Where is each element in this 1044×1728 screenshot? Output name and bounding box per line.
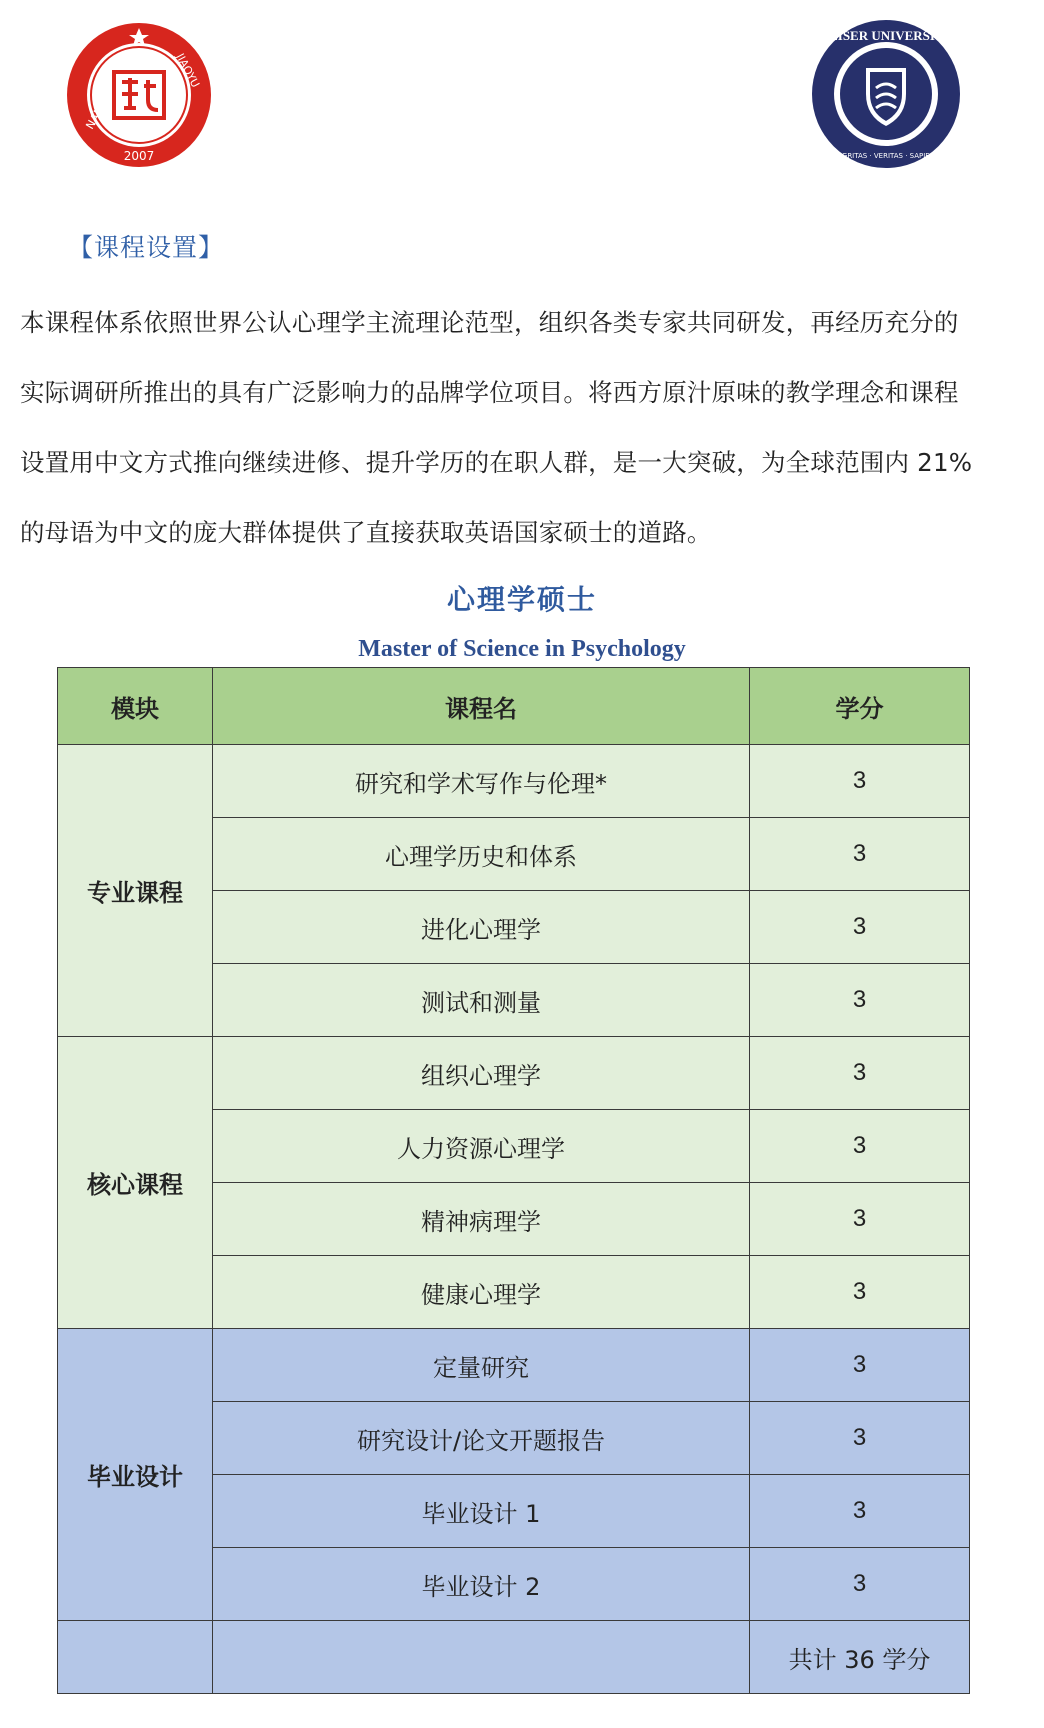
total-empty-cell	[58, 1621, 213, 1694]
table-row	[58, 745, 970, 818]
course-name: 定量研究	[213, 1329, 750, 1402]
table-row	[58, 1037, 970, 1110]
svg-text:KEISER UNIVERSITY: KEISER UNIVERSITY	[818, 28, 954, 43]
course-name: 测试和测量	[213, 964, 750, 1037]
table-header-row	[58, 668, 970, 745]
course-name: 心理学历史和体系	[213, 818, 750, 891]
nankong-logo	[64, 20, 214, 170]
intro-line: 本课程体系依照世界公认心理学主流理论范型，组织各类专家共同研发，再经历充分的	[20, 308, 959, 337]
header-credit: 学分	[750, 668, 970, 745]
intro-paragraph	[20, 288, 1025, 568]
course-credit: 3	[750, 818, 970, 891]
course-credit: 3	[750, 1110, 970, 1183]
svg-text:2007: 2007	[123, 149, 155, 163]
course-name: 研究和学术写作与伦理*	[213, 745, 750, 818]
table-title-cn: 心理学硕士	[446, 583, 597, 616]
course-credit: 3	[750, 1183, 970, 1256]
course-name: 精神病理学	[213, 1183, 750, 1256]
total-credits: 共计 36 学分	[750, 1621, 970, 1694]
course-credit: 3	[750, 745, 970, 818]
svg-text:NANKONG: NANKONG	[83, 76, 123, 132]
course-credit: 3	[750, 1329, 970, 1402]
course-name: 人力资源心理学	[213, 1110, 750, 1183]
module-cell: 毕业设计	[58, 1329, 213, 1621]
course-credit: 3	[750, 891, 970, 964]
course-credit: 3	[750, 1402, 970, 1475]
curriculum-table	[57, 667, 970, 1694]
total-empty-cell	[213, 1621, 750, 1694]
intro-line: 的母语为中文的庞大群体提供了直接获取英语国家硕士的道路。	[20, 518, 712, 547]
header-module: 模块	[58, 668, 213, 745]
course-credit: 3	[750, 1037, 970, 1110]
header-course-name: 课程名	[213, 668, 750, 745]
course-name: 组织心理学	[213, 1037, 750, 1110]
intro-line: 实际调研所推出的具有广泛影响力的品牌学位项目。将西方原汁原味的教学理念和课程	[20, 378, 959, 407]
keiser-university-seal	[810, 18, 962, 170]
course-credit: 3	[750, 1548, 970, 1621]
course-credit: 3	[750, 1256, 970, 1329]
module-cell: 专业课程	[58, 745, 213, 1037]
course-name: 毕业设计 2	[213, 1548, 750, 1621]
course-credit: 3	[750, 964, 970, 1037]
course-name: 健康心理学	[213, 1256, 750, 1329]
module-cell: 核心课程	[58, 1037, 213, 1329]
intro-line: 设置用中文方式推向继续进修、提升学历的在职人群，是一大突破，为全球范围内 21%	[20, 448, 973, 477]
total-row	[58, 1621, 970, 1694]
section-title: 【课程设置】	[68, 233, 225, 262]
table-row	[58, 1329, 970, 1402]
course-name: 毕业设计 1	[213, 1475, 750, 1548]
table-title-en: Master of Science in Psychology	[358, 636, 686, 662]
course-credit: 3	[750, 1475, 970, 1548]
svg-text:JIAOYU: JIAOYU	[173, 51, 203, 90]
svg-text:INTEGRITAS · VERITAS · SAPIENT: INTEGRITAS · VERITAS · SAPIENTIA	[825, 152, 947, 160]
course-name: 研究设计/论文开题报告	[213, 1402, 750, 1475]
course-name: 进化心理学	[213, 891, 750, 964]
